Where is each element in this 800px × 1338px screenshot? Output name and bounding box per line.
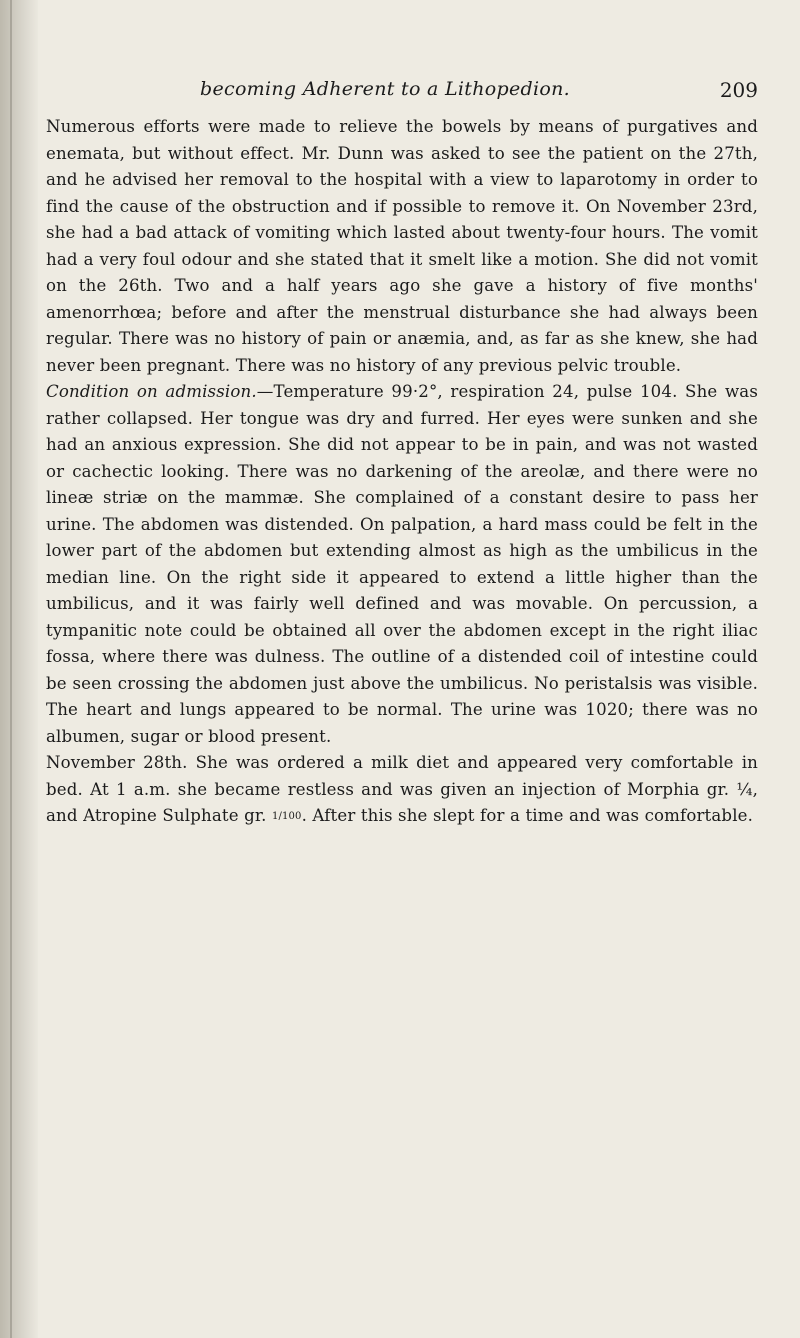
paragraph-text-middle: , and Atropine Sulphate gr. (46, 779, 758, 825)
paragraph-text: —Temperature 99·2°, respiration 24, pulse 104. She was rather collapsed. Her tongue was dry and furred. Her eyes were sunken and she had an anxious expression. She did not appear to be in pain, and was not wasted or cachectic looking. There was no darkening of the areolæ, and there were no lineæ striæ on the mammæ. She complained of a constant desire to pass her urine. The abdomen was distended. On palpation, a hard mass could be felt in the lower part of the abdomen but extending almost as high as the umbilicus in the median line. On the right side it appeared to extend a little higher than the umbilicus, and it was fairly well defined and was movable. On percussion, a tympanitic note could be obtained all over the abdomen except in the right iliac fossa, where there was dulness. The outline of a distended coil of intestine could be seen crossing the abdomen just above the umbilicus. No peristalsis was visible. The heart and lungs appeared to be normal. The urine was 1020; there was no albumen, sugar or blood present. (46, 382, 759, 746)
paragraph-text: Numerous efforts were made to relieve the bowels by means of purgatives and enemata, but without effect. Mr. Dunn was asked to see the patient on the 27th, and he advised her removal to the hospital with a view to laparotomy in order to find the cause of the obstruction and if possible to remove it. On November 23rd, she had a bad attack of vomiting which lasted about twenty-four hours. The vomit had a very foul odour and she stated that it smelt like a motion. She did not vomit on the 26th. Two and a half years ago she gave a history of five months' amenorrhœa; before and after the menstrual disturbance she had always been regular. There was no history of pain or anæmia, and, as far as she knew, she had never been pregnant. There was no history of any previous pelvic trouble. (46, 117, 758, 375)
dose-fraction-morphia: ¼ (736, 779, 753, 799)
running-title: becoming Adherent to a Lithopedion. (200, 78, 570, 100)
binding-edge (10, 0, 12, 1338)
paragraph-text-after: . After this she slept for a time and was comfortable. (301, 806, 754, 825)
book-page (46, 78, 758, 830)
book-spine-shadow (0, 0, 38, 1338)
section-lead-italic: Condition on admission. (46, 382, 257, 401)
running-head (46, 78, 758, 114)
paragraph-november-28 (46, 750, 758, 830)
page-number: 209 (719, 78, 758, 102)
paragraph-text-before: November 28th. She was ordered a milk diet and appeared very comfortable in bed. At 1 a.m. she became restless and was given an injection of Morphia gr. (46, 753, 758, 799)
body-text (46, 114, 758, 830)
paragraph-history (46, 114, 758, 379)
paragraph-condition-on-admission (46, 379, 758, 750)
dose-fraction-atropine: 1/100 (271, 811, 302, 822)
